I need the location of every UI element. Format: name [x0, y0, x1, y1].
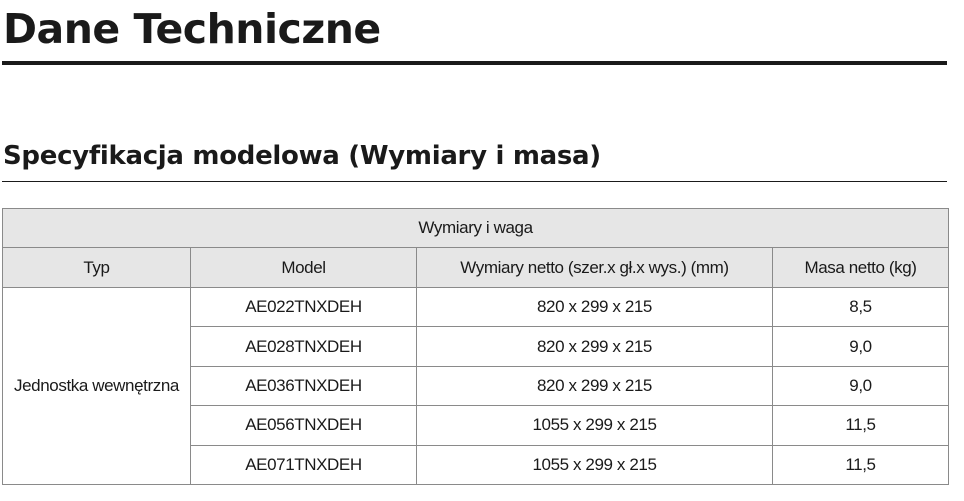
type-cell: Jednostka wewnętrzna [3, 288, 191, 485]
mass-cell: 8,5 [773, 288, 949, 327]
column-header-model: Model [191, 248, 417, 288]
mass-cell: 9,0 [773, 327, 949, 366]
dimensions-cell: 820 x 299 x 215 [417, 327, 773, 366]
title-divider [2, 61, 947, 65]
dimensions-cell: 820 x 299 x 215 [417, 366, 773, 405]
dimensions-cell: 820 x 299 x 215 [417, 288, 773, 327]
group-header-dimensions-weight: Wymiary i waga [3, 209, 949, 248]
specification-table [2, 208, 949, 485]
dimensions-cell: 1055 x 299 x 215 [417, 445, 773, 484]
table-row [3, 288, 949, 327]
model-cell: AE036TNXDEH [191, 366, 417, 405]
column-header-dimensions: Wymiary netto (szer.x gł.x wys.) (mm) [417, 248, 773, 288]
model-cell: AE056TNXDEH [191, 406, 417, 445]
mass-cell: 11,5 [773, 406, 949, 445]
column-header-mass: Masa netto (kg) [773, 248, 949, 288]
model-cell: AE071TNXDEH [191, 445, 417, 484]
model-cell: AE028TNXDEH [191, 327, 417, 366]
table-header-row [3, 248, 949, 288]
section-divider [2, 181, 947, 182]
section-title: Specyfikacja modelowa (Wymiary i masa) [3, 141, 601, 171]
table-group-header-row [3, 209, 949, 248]
mass-cell: 11,5 [773, 445, 949, 484]
mass-cell: 9,0 [773, 366, 949, 405]
column-header-type: Typ [3, 248, 191, 288]
model-cell: AE022TNXDEH [191, 288, 417, 327]
dimensions-cell: 1055 x 299 x 215 [417, 406, 773, 445]
page-title: Dane Techniczne [3, 5, 381, 53]
